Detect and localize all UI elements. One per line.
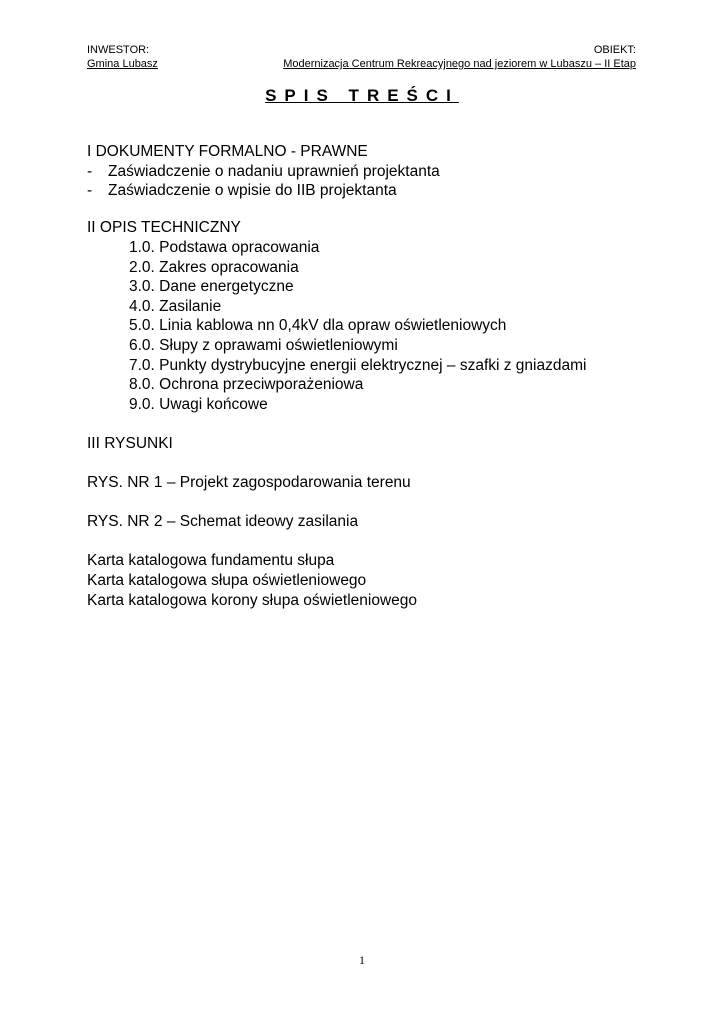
page-header [87, 43, 636, 71]
section-2-item: 9.0. Uwagi końcowe [129, 395, 268, 413]
section-2-item: 4.0. Zasilanie [129, 297, 222, 315]
section-2-item: 6.0. Słupy z oprawami oświetleniowymi [129, 336, 398, 354]
section-1-heading: I DOKUMENTY FORMALNO - PRAWNE [87, 143, 368, 160]
section-1-item: - Zaświadczenie o wpisie do IIB projektanta [87, 182, 397, 200]
catalog-item: Karta katalogowa korony słupa oświetleniowego [87, 591, 418, 609]
investor-label: INWESTOR: [87, 44, 150, 56]
catalog-item: Karta katalogowa słupa oświetleniowego [87, 572, 367, 590]
section-2-item: 1.0. Podstawa opracowania [129, 238, 320, 256]
section-1-item: - Zaświadczenie o nadaniu uprawnień projektanta [87, 162, 440, 180]
header-values-row [87, 57, 636, 71]
header-labels-row [87, 43, 636, 57]
section-2-item: 3.0. Dane energetyczne [129, 278, 294, 296]
table-of-contents [87, 142, 687, 610]
object-label: OBIEKT: [593, 44, 636, 56]
catalog-item: Karta katalogowa fundamentu słupa [87, 552, 335, 570]
section-2-heading: II OPIS TECHNICZNY [87, 219, 241, 237]
section-2-item: 7.0. Punkty dystrybucyjne energii elektrycznej – szafki z gniazdami [129, 356, 587, 374]
section-3-heading: III RYSUNKI [87, 434, 173, 452]
drawing-2: RYS. NR 2 – Schemat ideowy zasilania [87, 513, 359, 531]
section-2-item: 2.0. Zakres opracowania [129, 258, 299, 276]
page-number: 1 [359, 953, 365, 967]
page-title: SPIS TREŚCI [265, 86, 459, 105]
investor-value: Gmina Lubasz [87, 58, 158, 70]
section-2-item: 5.0. Linia kablowa nn 0,4kV dla opraw oświetleniowych [129, 317, 507, 335]
section-2-item: 8.0. Ochrona przeciwporażeniowa [129, 376, 364, 394]
drawing-1: RYS. NR 1 – Projekt zagospodarowania terenu [87, 474, 411, 492]
object-value: Modernizacja Centrum Rekreacyjnego nad jeziorem w Lubaszu – II Etap [283, 58, 636, 70]
